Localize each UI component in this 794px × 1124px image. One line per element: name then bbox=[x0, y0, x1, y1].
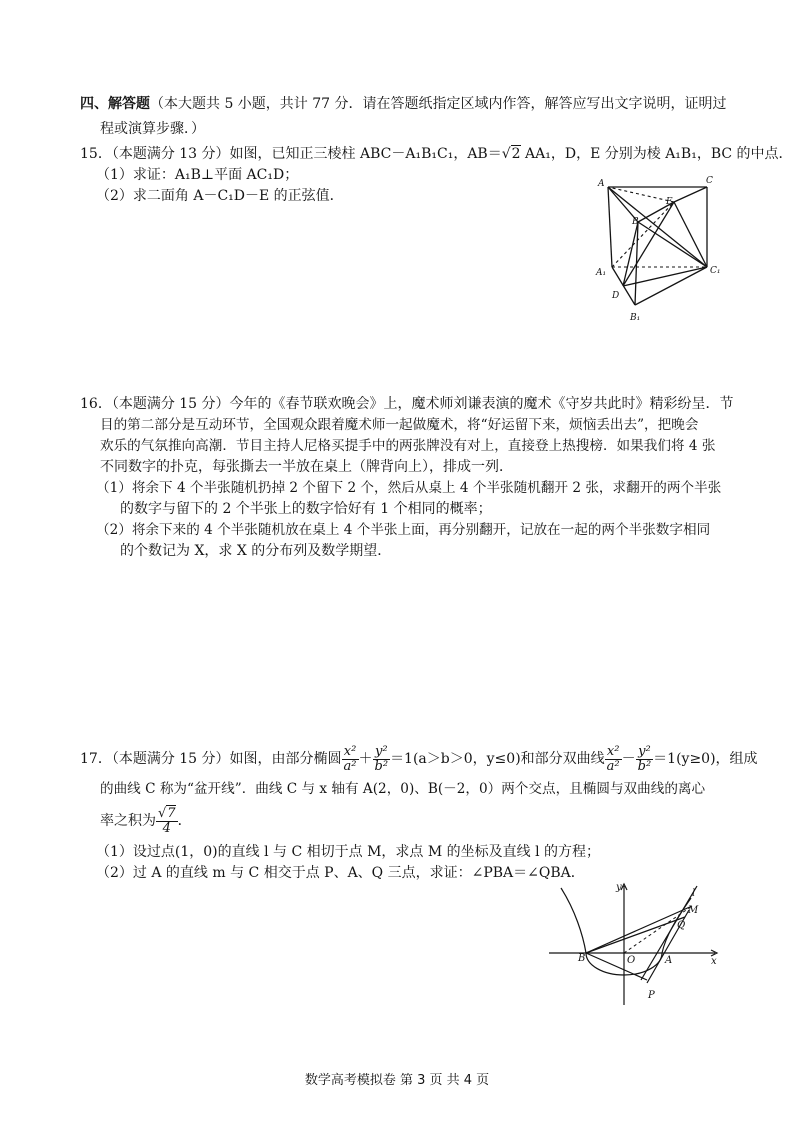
q15-stem-a: 如图，已知正三棱柱 ABC－A₁B₁C₁，AB＝ bbox=[229, 146, 502, 162]
page-footer: 数学高考模拟卷 第 3 页 共 4 页 bbox=[304, 1073, 490, 1088]
q15-label-A: A bbox=[598, 179, 605, 189]
q17-ellipse-cond: ＝1(a＞b＞0，y≤0)和部分双曲线 bbox=[390, 751, 605, 767]
q17-line3-text: 率之积为 bbox=[100, 813, 156, 829]
q16-number: 16． bbox=[80, 396, 112, 412]
q16-part2-a: （2）将余下来的 4 个半张随机放在桌上 4 个半张上面，再分别翻开，记放在一起的两个半张数字相同 bbox=[96, 522, 711, 538]
q15-label-E: E bbox=[666, 197, 673, 207]
section-header bbox=[80, 95, 727, 113]
q15-label-B1: B₁ bbox=[630, 313, 641, 323]
q15-prism-figure bbox=[590, 172, 730, 328]
q17-part1: （1）设过点(1，0)的直线 l 与 C 相切于点 M，求点 M 的坐标及直线 l 的方程； bbox=[96, 844, 601, 860]
q17-stem: 17．（本题满分 15 分）如图，由部分椭圆 $\frac{\text{x²}}{\text{a²}}$ ＋ $\frac{\text{y²}}{\text{b²}}$ ＝1(a＞b＞0，y≤0)和部分双曲线 $\frac{\text{x²}}{\text{a²}}$ － $\frac{\text{y²}}{\text{b²}}$ ＝1(y≥0)，组成 bbox=[80, 743, 758, 774]
q15-label-C1: C₁ bbox=[710, 266, 721, 276]
q16-line1-text: 今年的《春节联欢晚会》上，魔术师刘谦表演的魔术《守岁共此时》精彩纷呈．节 bbox=[229, 396, 734, 412]
hyper-term-x: $\frac{\text{x²}}{\text{a²}}$ bbox=[606, 743, 620, 774]
q15-stem: 15．（本题满分 13 分）如图，已知正三棱柱 ABC－A₁B₁C₁，AB＝√2 AA₁，D，E 分别为棱 A₁B₁，BC 的中点． bbox=[80, 146, 793, 162]
section-title: 四、解答题 bbox=[80, 96, 150, 112]
q17-label-B: B bbox=[578, 953, 586, 964]
q15-sqrt-value: 2 bbox=[511, 146, 521, 162]
q16-line4: 不同数字的扑克，每张撕去一半放在桌上（牌背向上），排成一列． bbox=[100, 459, 513, 475]
section-note: （本大题共 5 小题，共计 77 分．请在答题纸指定区域内作答，解答应写出文字说明，证明过 bbox=[150, 96, 727, 112]
q15-label-D: D bbox=[612, 291, 620, 301]
q17-number: 17． bbox=[80, 751, 112, 767]
hyper-term-y: $\frac{\text{y²}}{\text{b²}}$ bbox=[637, 743, 652, 774]
q17-hyper-cond: ＝1(y≥0)，组成 bbox=[653, 751, 758, 767]
q17-label-x: x bbox=[711, 956, 717, 967]
q15-part1: （1）求证：A₁B⊥平面 AC₁D； bbox=[96, 167, 299, 183]
q15-label-A1: A₁ bbox=[596, 268, 607, 278]
q17-line2: 的曲线 C 称为“盆开线”．曲线 C 与 x 轴有 A(2，0)、B(－2，0）两个交点，且椭圆与双曲线的离心 bbox=[100, 781, 706, 797]
ellipse-term-y: $\frac{\text{y²}}{\text{b²}}$ bbox=[374, 743, 389, 774]
q17-label-Q: Q bbox=[677, 920, 686, 931]
q15-part2: （2）求二面角 A－C₁D－E 的正弦值． bbox=[96, 188, 344, 204]
q17-stem-a: 如图，由部分椭圆 bbox=[229, 751, 342, 767]
q16-part1-b: 的数字与留下的 2 个半张上的数字恰好有 1 个相同的概率； bbox=[120, 501, 492, 517]
q15-label-B: B bbox=[632, 217, 639, 227]
q16-line3: 欢乐的气氛推向高潮．节目主持人尼格买提手中的两张牌没有对上，直接登上热搜榜．如果我们将 4 张 bbox=[100, 438, 716, 454]
ellipse-term-x: $\frac{\text{x²}}{\text{a²}}$ bbox=[343, 743, 357, 774]
q17-part2: （2）过 A 的直线 m 与 C 相交于点 P、A、Q 三点，求证：∠PBA＝∠QBA． bbox=[96, 865, 585, 881]
q17-label-A: A bbox=[665, 955, 673, 966]
q17-label-P: P bbox=[648, 990, 655, 1001]
section-note-cont: 程或演算步骤．） bbox=[100, 121, 205, 137]
q17-label-O: O bbox=[627, 955, 636, 966]
q17-label-l: l bbox=[692, 888, 696, 899]
q16-line1 bbox=[80, 395, 734, 413]
q17-label-y: y bbox=[616, 882, 622, 893]
q17-line3: 率之积为 $\frac{√7}{4}$ ． bbox=[100, 805, 192, 836]
q15-number: 15． bbox=[80, 146, 112, 162]
q16-part2-b: 的个数记为 X，求 X 的分布列及数学期望． bbox=[120, 543, 392, 559]
q17-score: （本题满分 15 分） bbox=[111, 751, 230, 767]
q16-part1-a: （1）将余下 4 个半张随机扔掉 2 个留下 2 个，然后从桌上 4 个半张随机翻开 2 张，求翻开的两个半张 bbox=[96, 480, 722, 496]
q15-stem-b: AA₁，D，E 分别为棱 A₁B₁，BC 的中点． bbox=[520, 146, 793, 162]
q16-score: （本题满分 15 分） bbox=[111, 396, 230, 412]
q17-label-M: M bbox=[688, 905, 699, 916]
eccentricity-ratio: $\frac{√7}{4}$ bbox=[158, 805, 176, 836]
q15-score: （本题满分 13 分） bbox=[111, 146, 230, 162]
q15-label-C: C bbox=[706, 176, 713, 186]
q16-line2: 目的第二部分是互动环节，全国观众跟着魔术师一起做魔术，将“好运留下来，烦恼丢出去”，把晚会 bbox=[100, 417, 699, 433]
q17-curve-figure bbox=[545, 880, 730, 1008]
